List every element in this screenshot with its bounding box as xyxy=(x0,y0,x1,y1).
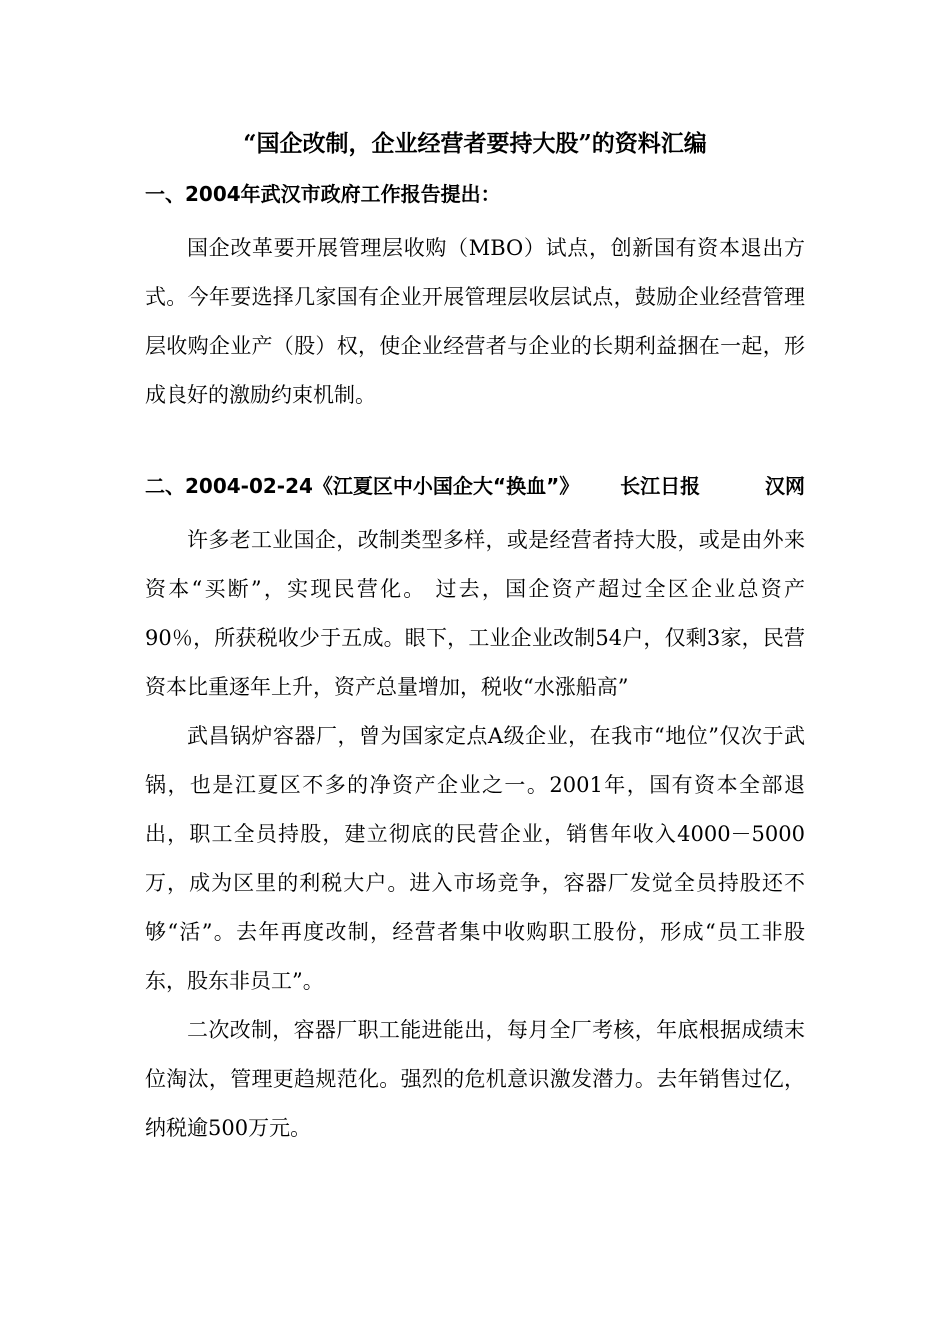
section-1-paragraph: 国企改革要开展管理层收购（MBO）试点，创新国有资本退出方式。今年要选择几家国有企业开展管理层收层试点，鼓励企业经营管理层收购企业产（股）权，使企业经营者与企业的长期利益捆在一起，形成良好的激励约束机制。 xyxy=(145,236,805,407)
section-2-heading xyxy=(145,470,805,502)
section-2-heading-title: 二、2004-02-24《江夏区中小国企大“换血”》 xyxy=(145,474,580,498)
section-2-paragraph-3: 二次改制，容器厂职工能进能出，每月全厂考核，年底根据成绩末位淘汰，管理更趋规范化。强烈的危机意识激发潜力。去年销售过亿，纳税逾500万元。 xyxy=(145,1018,805,1140)
section-2-paragraph-2: 武昌锅炉容器厂，曾为国家定点A级企业，在我市“地位”仅次于武锅，也是江夏区不多的净资产企业之一。2001年，国有资本全部退出，职工全员持股，建立彻底的民营企业，销售年收入4000－5000万，成为区里的利税大户。进入市场竞争，容器厂发觉全员持股还不够“活”。去年再度改制，经营者集中收购职工股份，形成“员工非股东，股东非员工”。 xyxy=(145,724,805,993)
document-title: “国企改制，企业经营者要持大股”的资料汇编 xyxy=(243,130,707,157)
section-gap xyxy=(145,420,805,470)
document-body xyxy=(145,128,805,1153)
section-2-paragraph-1: 许多老工业国企，改制类型多样，或是经营者持大股，或是由外来资本“买断”，实现民营化。 过去，国企资产超过全区企业总资产90％，所获税收少于五成。眼下，工业企业改制54户，仅剩3家，民营资本比重逐年上升，资产总量增加，税收“水涨船高” xyxy=(145,528,805,699)
section-2-heading-source: 长江日报 xyxy=(620,474,701,498)
section-2-heading-site: 汉网 xyxy=(765,474,805,498)
section-1-heading: 一、2004年武汉市政府工作报告提出： xyxy=(145,182,501,206)
